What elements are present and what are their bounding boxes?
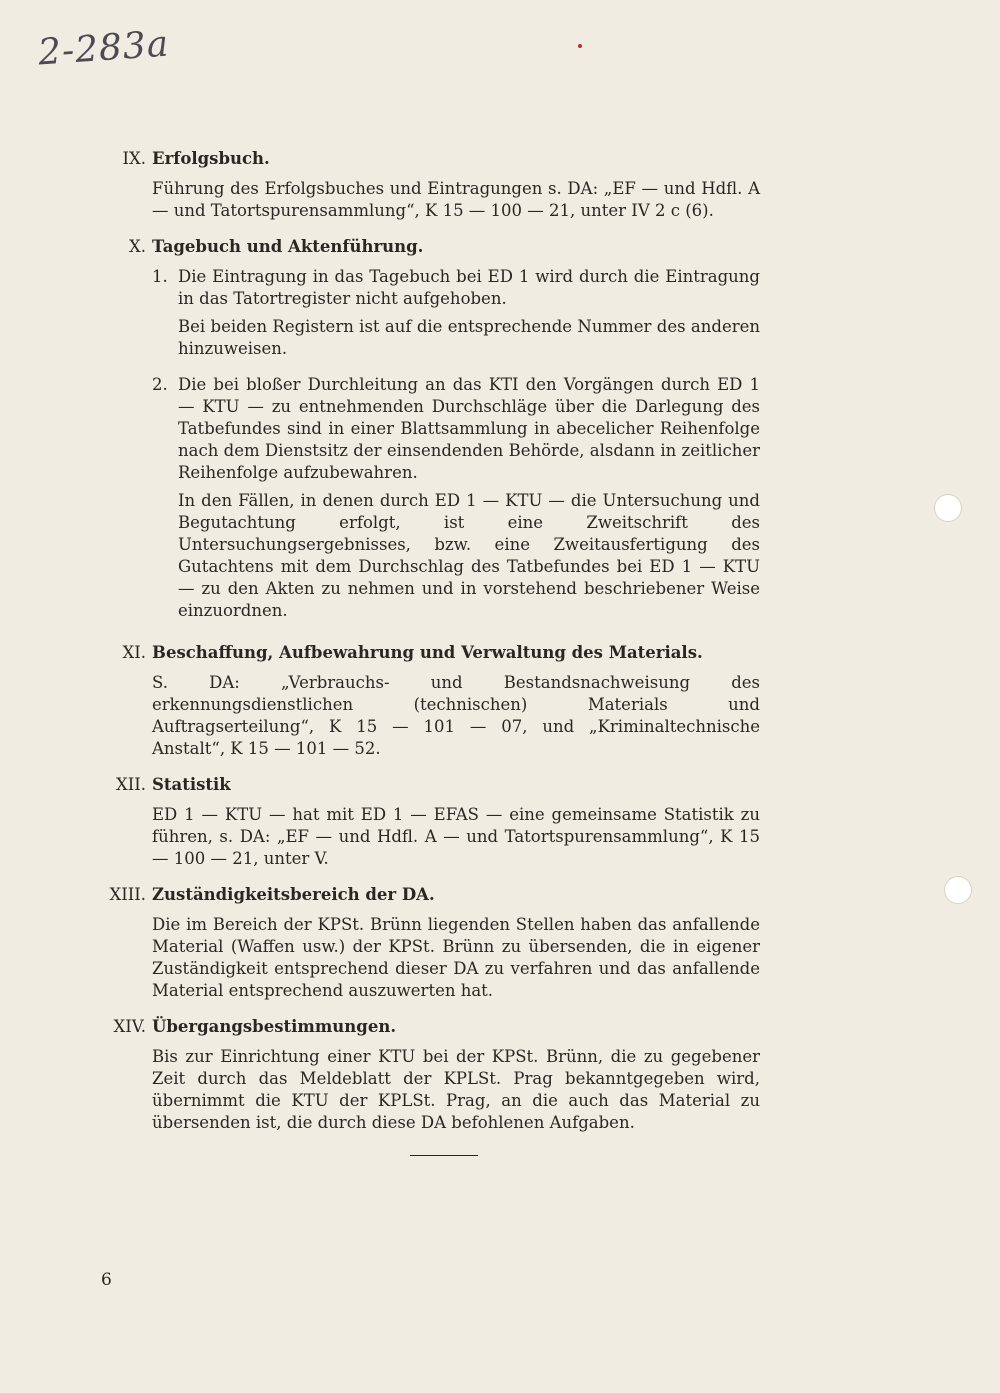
item-paragraph: Die bei bloßer Durchleitung an das KTI den Vorgängen durch ED 1 — KTU — zu entnehmenden Durchschläge über die Darlegung des Tatbefundes sind in einer Blattsammlung in abecelicher Reihenfolge nach dem Dienstsitz der einsendenden Behörde, alsdann in zeitlicher Reihenfolge aufzubewahren. [178, 375, 760, 482]
item-number: 1. [152, 267, 168, 286]
section-xii [100, 774, 760, 870]
section-numeral: X. [129, 237, 146, 256]
section-xi [100, 642, 760, 760]
section-xiii [100, 884, 760, 1002]
section-heading: Statistik [152, 775, 231, 794]
item-paragraph: In den Fällen, in denen durch ED 1 — KTU — die Untersuchung und Begutachtung erfolgt, ist eine Zweitschrift des Untersuchungsergebnisses, bzw. eine Zweitausfertigung des Gutachtens mit dem Durchschlag des Tatbefundes bei ED 1 — KTU — zu den Akten zu nehmen und in vorstehend beschriebener Weise einzuordnen. [178, 491, 760, 620]
page-number: 6 [101, 1270, 112, 1290]
section-paragraph: S. DA: „Verbrauchs- und Bestandsnachweisung des erkennungsdienstlichen (technischen) Materials und Auftragserteilung“, K 15 — 101 — 07, und „Kriminaltechnische Anstalt“, K 15 — 101 — 52. [152, 673, 760, 758]
item-paragraph: Die Eintragung in das Tagebuch bei ED 1 wird durch die Eintragung in das Tatortregister nicht aufgehoben. [178, 267, 760, 308]
section-ix [100, 148, 760, 222]
handwritten-reference-note: 2-283a [36, 23, 171, 74]
section-heading: Tagebuch und Aktenführung. [152, 237, 424, 256]
section-paragraph: Bis zur Einrichtung einer KTU bei der KPSt. Brünn, die zu gegebener Zeit durch das Meldeblatt der KPLSt. Prag bekanntgegeben wird, übernimmt die KTU der KPLSt. Prag, an die auch das Material zu übersenden ist, die durch diese DA befohlenen Aufgaben. [152, 1047, 760, 1132]
section-heading: Erfolgsbuch. [152, 149, 270, 168]
punch-hole-top [934, 494, 962, 522]
list-item [152, 374, 760, 628]
section-paragraph: ED 1 — KTU — hat mit ED 1 — EFAS — eine gemeinsame Statistik zu führen, s. DA: „EF — und Hdfl. A — und Tatortspurensammlung“, K 15 — 100 — 21, unter V. [152, 805, 760, 868]
punch-hole-bottom [944, 876, 972, 904]
red-mark [578, 44, 582, 48]
list-item [152, 266, 760, 366]
section-numeral: XIV. [113, 1017, 146, 1036]
section-xiv [100, 1016, 760, 1134]
section-numeral: XII. [115, 775, 146, 794]
section-heading: Übergangsbestimmungen. [152, 1017, 397, 1036]
closing-rule [410, 1155, 478, 1156]
section-numeral: IX. [122, 149, 146, 168]
section-numeral: XI. [122, 643, 146, 662]
section-x [100, 236, 760, 628]
item-paragraph: Bei beiden Registern ist auf die entsprechende Nummer des anderen hinzuweisen. [178, 317, 760, 358]
section-numeral: XIII. [109, 885, 146, 904]
section-paragraph: Die im Bereich der KPSt. Brünn liegenden Stellen haben das anfallende Material (Waffen usw.) der KPSt. Brünn zu übersenden, die in eigener Zuständigkeit entsprechend dieser DA zu verfahren und das anfallende Material entsprechend auszuwerten hat. [152, 915, 760, 1000]
section-heading: Beschaffung, Aufbewahrung und Verwaltung des Materials. [152, 643, 703, 662]
section-paragraph: Führung des Erfolgsbuches und Eintragungen s. DA: „EF — und Hdfl. A — und Tatortspurensammlung“, K 15 — 100 — 21, unter IV 2 c (6). [152, 179, 760, 220]
section-heading: Zuständigkeitsbereich der DA. [152, 885, 435, 904]
item-number: 2. [152, 375, 168, 394]
document-body [100, 148, 760, 1148]
